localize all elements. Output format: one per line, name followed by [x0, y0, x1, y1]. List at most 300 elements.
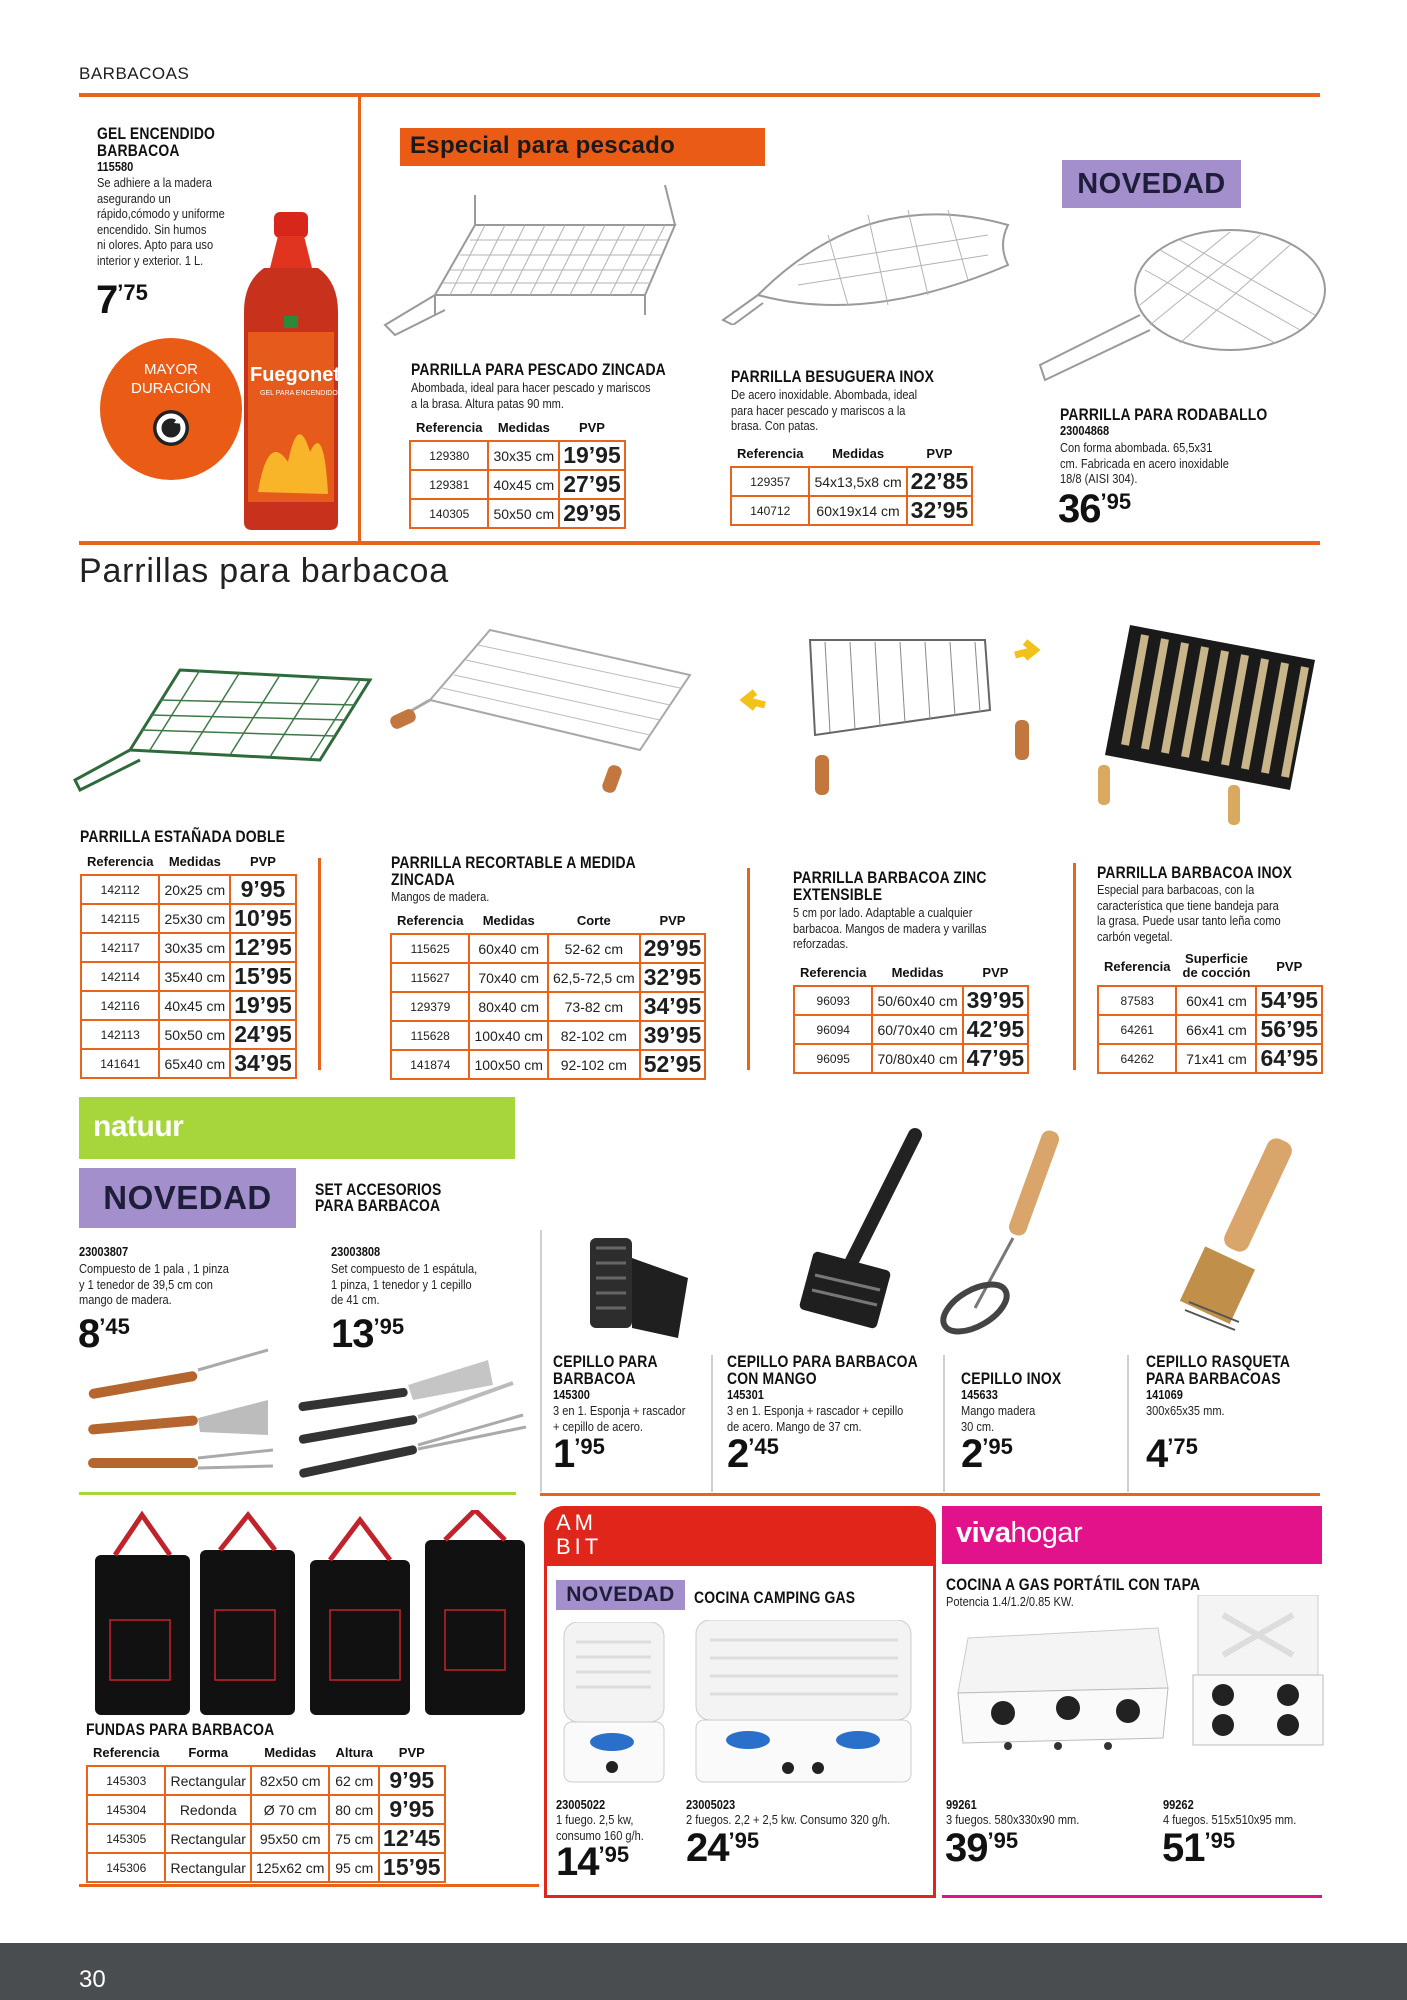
- gel-bottle-image: [238, 212, 344, 532]
- reference-cell: 129357: [731, 467, 809, 496]
- reference-cell: 141641: [81, 1049, 159, 1078]
- price-decimal: ’95: [982, 1434, 1013, 1459]
- reference-cell: 129381: [410, 470, 488, 499]
- price-integer: 2: [727, 1432, 749, 1476]
- table-row: [731, 467, 972, 496]
- description-line: reforzadas.: [793, 936, 849, 951]
- brush-3-ref: 145633: [961, 1387, 998, 1402]
- zinc-title-line-2: EXTENSIBLE: [793, 885, 883, 904]
- description-line: De acero inoxidable. Abombada, ideal: [731, 387, 918, 402]
- grill-zinc-extensible-image: [715, 630, 1060, 805]
- reference-cell: 96094: [794, 1015, 872, 1044]
- brush-1-price: [553, 1432, 605, 1477]
- divider-parrillas-1: [318, 858, 321, 1070]
- table-row: [81, 991, 296, 1020]
- value-cell: 73-82 cm: [548, 992, 640, 1021]
- fundas-bottom-rule: [79, 1884, 539, 1887]
- description-line: para hacer pescado y mariscos a la: [731, 402, 906, 418]
- value-cell: 80 cm: [329, 1795, 379, 1824]
- zinc-description: [793, 905, 986, 952]
- column-header: Referencia: [397, 913, 464, 928]
- column-header: Referencia: [416, 420, 483, 435]
- price-cell: 64’95: [1256, 1044, 1322, 1073]
- reference-cell: 129380: [410, 441, 488, 470]
- ambit-item2-price: 24’95: [686, 1826, 760, 1870]
- description-line: consumo 160 g/h.: [556, 1827, 644, 1843]
- set1-ref: 23003807: [79, 1244, 129, 1259]
- description-line: 5 cm por lado. Adaptable a cualquier: [793, 905, 973, 920]
- value-cell: 60x41 cm: [1176, 986, 1256, 1015]
- table-row: [81, 904, 296, 933]
- brush-2-image: [790, 1125, 930, 1335]
- set-title-line-2: PARA BARBACOA: [315, 1196, 441, 1215]
- price-cell: 34’95: [640, 992, 706, 1021]
- value-cell: 60/70x40 cm: [872, 1015, 962, 1044]
- column-header: Superficie de cocción: [1182, 951, 1251, 980]
- divider-cepillo-0: [540, 1230, 542, 1492]
- divider-cepillo-1: [711, 1355, 713, 1492]
- column-header: Referencia: [87, 854, 154, 869]
- table-row: [794, 1015, 1028, 1044]
- column-header: Referencia: [93, 1745, 160, 1760]
- value-cell: 25x30 cm: [159, 904, 230, 933]
- column-header: PVP: [398, 1745, 425, 1760]
- value-cell: Rectangular: [165, 1824, 251, 1853]
- bottle-subtitle: GEL PARA ENCENDIDO: [260, 390, 338, 397]
- reference-cell: 140305: [410, 499, 488, 528]
- ambit-item2-description: 2 fuegos. 2,2 + 2,5 kw. Consumo 320 g/h.: [686, 1812, 891, 1827]
- description-line: asegurando un: [97, 190, 171, 206]
- reference-cell: 115628: [391, 1021, 469, 1050]
- column-header: PVP: [926, 446, 953, 461]
- description-line: 1 fuego. 2,5 kw,: [556, 1812, 634, 1827]
- set2-description: [331, 1261, 477, 1308]
- column-header: PVP: [578, 420, 605, 435]
- brush-4-description: 300x65x35 mm.: [1146, 1403, 1225, 1418]
- gel-description: [97, 175, 225, 268]
- reference-cell: 115625: [391, 934, 469, 963]
- price-cell: 47’95: [963, 1044, 1029, 1073]
- brush-1-title: BARBACOA: [553, 1369, 636, 1388]
- value-cell: 50x50 cm: [488, 499, 559, 528]
- section-title: BARBACOAS: [79, 64, 190, 83]
- value-cell: 50/60x40 cm: [872, 986, 962, 1015]
- column-header: Medidas: [497, 420, 550, 435]
- table-row: [391, 1021, 705, 1050]
- price-cell: 42’95: [963, 1015, 1029, 1044]
- price-cell: 12’95: [230, 933, 296, 962]
- gas-stove-3-image: [948, 1618, 1178, 1758]
- reference-cell: 96095: [794, 1044, 872, 1073]
- price-cell: 54’95: [1256, 986, 1322, 1015]
- reference-cell: 145303: [87, 1766, 165, 1795]
- brush-1-description: + cepillo de acero.: [553, 1419, 643, 1434]
- divider-cepillo-2: [943, 1355, 945, 1492]
- price-cell: 32’95: [907, 496, 973, 525]
- price-decimal: ’95: [574, 1434, 605, 1459]
- divider-parrillas-2: [747, 868, 750, 1070]
- table-row: [1098, 1044, 1322, 1073]
- viva-item2-description: 4 fuegos. 515x510x95 mm.: [1163, 1812, 1297, 1827]
- estanada-title: PARRILLA ESTAÑADA DOBLE: [80, 827, 286, 846]
- gas-stove-4-image: [1183, 1595, 1328, 1760]
- price-integer: 4: [1146, 1432, 1168, 1476]
- table-row: [81, 875, 296, 904]
- bottle-brand: Fuegonet: [250, 364, 340, 386]
- value-cell: 100x50 cm: [469, 1050, 547, 1079]
- reference-cell: 142114: [81, 962, 159, 991]
- price-cell: 39’95: [963, 986, 1029, 1015]
- novedad-badge-natuur: NOVEDAD: [79, 1168, 296, 1228]
- brush-4-ref: 141069: [1146, 1387, 1183, 1402]
- gel-price: 7’75: [96, 278, 148, 322]
- price-cell: 56’95: [1256, 1015, 1322, 1044]
- table-row: [87, 1824, 445, 1853]
- description-line: Abombada, ideal para hacer pescado y mariscos: [411, 380, 651, 395]
- reference-cell: 142117: [81, 933, 159, 962]
- viva-item1-ref: 99261: [946, 1797, 977, 1812]
- recortable-title-line-2: ZINCADA: [391, 870, 455, 889]
- ambit-header: [544, 1506, 936, 1566]
- brush-3-title: CEPILLO INOX: [961, 1369, 1062, 1388]
- description-line: y 1 tenedor de 39,5 cm con: [79, 1276, 213, 1292]
- vivahogar-bottom-rule: [942, 1895, 1322, 1898]
- value-cell: 62 cm: [329, 1766, 379, 1795]
- price-cell: 19’95: [230, 991, 296, 1020]
- ambit-item2-ref: 23005023: [686, 1797, 736, 1812]
- description-line: encendido. Sin humos: [97, 221, 207, 237]
- brush-4-price: [1146, 1432, 1198, 1477]
- price-cell: 29’95: [559, 499, 625, 528]
- viva-item1-description: 3 fuegos. 580x330x90 mm.: [946, 1812, 1080, 1827]
- viva-item2-price: 51’95: [1162, 1826, 1236, 1870]
- description-line: la grasa. Puede usar tanto leña como: [1097, 913, 1281, 928]
- grill-rodaballo-image: [1030, 215, 1335, 390]
- set2-tools-image: [288, 1345, 533, 1480]
- divider-parrillas-3: [1073, 863, 1076, 1070]
- besuguera-description: [731, 387, 917, 434]
- brush-3-price: [961, 1432, 1013, 1477]
- price-cell: 9’95: [230, 875, 296, 904]
- value-cell: 80x40 cm: [469, 992, 547, 1021]
- besuguera-price-table: [730, 444, 973, 526]
- novedad-badge-rodaballo: NOVEDAD: [1062, 160, 1241, 208]
- value-cell: 125x62 cm: [251, 1853, 329, 1882]
- price-integer: 1: [553, 1432, 575, 1476]
- description-line: 1 pinza, 1 tenedor y 1 cepillo: [331, 1276, 472, 1292]
- brush-1-title: CEPILLO PARA: [553, 1352, 658, 1371]
- table-row: [1098, 1015, 1322, 1044]
- table-row: [81, 1049, 296, 1078]
- table-header-row: [391, 911, 705, 934]
- vivahogar-subtitle: Potencia 1.4/1.2/0.85 KW.: [946, 1594, 1074, 1609]
- brush-1-description: 3 en 1. Esponja + rascador: [553, 1403, 686, 1418]
- column-header: Corte: [576, 913, 611, 928]
- price-cell: 10’95: [230, 904, 296, 933]
- value-cell: 30x35 cm: [488, 441, 559, 470]
- value-cell: 40x45 cm: [159, 991, 230, 1020]
- duration-badge: [100, 338, 242, 480]
- table-header-row: [794, 963, 1028, 986]
- set1-price: 8’45: [78, 1312, 130, 1356]
- gel-ref: 115580: [97, 159, 134, 174]
- gel-title: GEL ENCENDIDO BARBACOA: [97, 124, 216, 160]
- value-cell: 50x50 cm: [159, 1020, 230, 1049]
- header-rule: [79, 93, 1320, 97]
- price-cell: 9’95: [379, 1795, 445, 1824]
- natuur-logo: natuur: [93, 1110, 184, 1143]
- value-cell: 65x40 cm: [159, 1049, 230, 1078]
- value-cell: 70/80x40 cm: [872, 1044, 962, 1073]
- brush-2-ref: 145301: [727, 1387, 764, 1402]
- price-decimal: ’75: [1167, 1434, 1198, 1459]
- brush-2-title: CON MANGO: [727, 1369, 817, 1388]
- grill-recortable-image: [390, 620, 700, 795]
- column-header: PVP: [659, 913, 686, 928]
- reference-cell: 142112: [81, 875, 159, 904]
- description-line: Compuesto de 1 pala , 1 pinza: [79, 1261, 229, 1276]
- table-row: [391, 1050, 705, 1079]
- value-cell: Rectangular: [165, 1766, 251, 1795]
- clock-icon: [149, 406, 193, 450]
- set2-ref: 23003808: [331, 1244, 381, 1259]
- inox-description: [1097, 882, 1281, 944]
- reference-cell: 145304: [87, 1795, 165, 1824]
- table-row: [731, 496, 972, 525]
- reference-cell: 115627: [391, 963, 469, 992]
- column-header: Medidas: [264, 1745, 317, 1760]
- value-cell: 66x41 cm: [1176, 1015, 1256, 1044]
- description-line: rápido,cómodo y uniforme: [97, 206, 225, 221]
- reference-cell: 141874: [391, 1050, 469, 1079]
- column-header: Referencia: [1104, 958, 1171, 974]
- brush-1-ref: 145300: [553, 1387, 590, 1402]
- column-header: Altura: [335, 1745, 374, 1760]
- value-cell: Ø 70 cm: [251, 1795, 329, 1824]
- reference-cell: 142115: [81, 904, 159, 933]
- rodaballo-title: PARRILLA PARA RODABALLO: [1060, 405, 1268, 424]
- table-row: [410, 441, 625, 470]
- brush-4-title: PARA BARBACOAS: [1146, 1369, 1281, 1388]
- table-row: [794, 1044, 1028, 1073]
- price-decimal: ’45: [748, 1434, 779, 1459]
- description-line: carbón vegetal.: [1097, 928, 1173, 944]
- value-cell: 35x40 cm: [159, 962, 230, 991]
- price-cell: 24’95: [230, 1020, 296, 1049]
- ambit-logo-line-2: BIT: [556, 1534, 603, 1559]
- description-line: cm. Fabricada en acero inoxidable: [1060, 455, 1229, 471]
- reference-cell: 145305: [87, 1824, 165, 1853]
- zincada-description: [411, 380, 651, 411]
- brush-2-description: 3 en 1. Esponja + rascador + cepillo: [727, 1403, 904, 1418]
- value-cell: 100x40 cm: [469, 1021, 547, 1050]
- value-cell: 82x50 cm: [251, 1766, 329, 1795]
- badge-line-2: DURACIÓN: [130, 380, 211, 397]
- value-cell: 60x19x14 cm: [809, 496, 906, 525]
- price-cell: 15’95: [379, 1853, 445, 1882]
- price-cell: 15’95: [230, 962, 296, 991]
- description-line: a la brasa. Altura patas 90 mm.: [411, 395, 564, 411]
- table-row: [87, 1766, 445, 1795]
- description-line: barbacoa. Mangos de madera y varillas: [793, 920, 987, 936]
- reference-cell: 142113: [81, 1020, 159, 1049]
- reference-cell: 96093: [794, 986, 872, 1015]
- value-cell: 71x41 cm: [1176, 1044, 1256, 1073]
- description-line: mango de madera.: [79, 1292, 172, 1307]
- column-header: PVP: [249, 854, 276, 869]
- column-header: Referencia: [737, 446, 804, 461]
- price-cell: 29’95: [640, 934, 706, 963]
- rodaballo-ref: 23004868: [1060, 423, 1110, 438]
- ambit-item1-ref: 23005022: [556, 1797, 606, 1812]
- pescado-banner: Especial para pescado: [400, 128, 765, 166]
- brush-3-description: 30 cm.: [961, 1419, 995, 1434]
- zinc-title-line-1: PARRILLA BARBACOA ZINC: [793, 868, 987, 887]
- reference-cell: 129379: [391, 992, 469, 1021]
- grill-estanada-image: [70, 640, 380, 800]
- table-header-row: [81, 852, 296, 875]
- table-row: [410, 470, 625, 499]
- description-line: brasa. Con patas.: [731, 418, 819, 433]
- ambit-item1-price: 14’95: [556, 1840, 630, 1884]
- description-line: de 41 cm.: [331, 1292, 380, 1307]
- price-cell: 9’95: [379, 1766, 445, 1795]
- brush-2-title: CEPILLO PARA BARBACOA: [727, 1352, 918, 1371]
- description-line: Set compuesto de 1 espátula,: [331, 1261, 478, 1276]
- grill-besuguera-image: [718, 185, 1028, 325]
- set2-price: 13’95: [331, 1312, 405, 1356]
- table-header-row: [87, 1743, 445, 1766]
- price-integer: 2: [961, 1432, 983, 1476]
- description-line: característica que tiene bandeja para: [1097, 897, 1279, 913]
- value-cell: 70x40 cm: [469, 963, 547, 992]
- zincada-price-table: [409, 418, 626, 529]
- table-row: [87, 1853, 445, 1882]
- brush-3-description: Mango madera: [961, 1403, 1036, 1418]
- set1-description: [79, 1261, 229, 1308]
- covers-image: [90, 1510, 530, 1720]
- description-line: interior y exterior. 1 L.: [97, 252, 204, 268]
- recortable-price-table: [390, 911, 706, 1080]
- table-row: [81, 1020, 296, 1049]
- pescado-bottom-rule: [79, 541, 1320, 545]
- brush-4-image: [1165, 1125, 1325, 1345]
- value-cell: 62,5-72,5 cm: [548, 963, 640, 992]
- footer-bar: [0, 1943, 1407, 2000]
- value-cell: 54x13,5x8 cm: [809, 467, 906, 496]
- value-cell: 20x25 cm: [159, 875, 230, 904]
- set1-tools-image: [78, 1340, 278, 1480]
- natuur-bottom-rule-left: [79, 1492, 516, 1495]
- column-header: Forma: [188, 1745, 229, 1760]
- description-line: Con forma abombada. 65,5x31: [1060, 440, 1213, 455]
- recortable-title-line-1: PARRILLA RECORTABLE A MEDIDA: [391, 853, 636, 872]
- brush-3-image: [935, 1118, 1100, 1338]
- recortable-description: Mangos de madera.: [391, 889, 490, 904]
- value-cell: 75 cm: [329, 1824, 379, 1853]
- table-row: [410, 499, 625, 528]
- viva-item2-ref: 99262: [1163, 1797, 1194, 1812]
- divider-gel: [358, 97, 361, 545]
- reference-cell: 140712: [731, 496, 809, 525]
- viva-item1-price: 39’95: [945, 1826, 1019, 1870]
- table-row: [391, 934, 705, 963]
- page-number: 30: [79, 1966, 106, 1993]
- fundas-price-table: [86, 1743, 446, 1883]
- set-title-line-1: SET ACCESORIOS: [315, 1180, 442, 1199]
- brush-1-image: [578, 1218, 718, 1348]
- price-cell: 52’95: [640, 1050, 706, 1079]
- description-line: ni olores. Apto para uso: [97, 237, 214, 252]
- inox-price-table: [1097, 950, 1323, 1074]
- brush-2-description: de acero. Mango de 37 cm.: [727, 1419, 862, 1434]
- estanada-price-table: [80, 852, 297, 1079]
- reference-cell: 145306: [87, 1853, 165, 1882]
- value-cell: 92-102 cm: [548, 1050, 640, 1079]
- table-row: [391, 992, 705, 1021]
- vivahogar-logo: vivahogar: [956, 1517, 1083, 1549]
- value-cell: 95x50 cm: [251, 1824, 329, 1853]
- brush-4-title: CEPILLO RASQUETA: [1146, 1352, 1291, 1371]
- ambit-item1-description: [556, 1812, 644, 1843]
- inox-title: PARRILLA BARBACOA INOX: [1097, 863, 1293, 882]
- price-cell: 19’95: [559, 441, 625, 470]
- column-header: Medidas: [482, 913, 535, 928]
- natuur-bottom-rule-right: [540, 1493, 1320, 1496]
- table-row: [87, 1795, 445, 1824]
- badge-line-1: MAYOR: [144, 361, 198, 378]
- price-cell: 22’85: [907, 467, 973, 496]
- description-line: Especial para barbacoas, con la: [1097, 882, 1255, 897]
- table-row: [81, 933, 296, 962]
- ambit-title: COCINA CAMPING GAS: [694, 1588, 856, 1607]
- value-cell: 60x40 cm: [469, 934, 547, 963]
- value-cell: Rectangular: [165, 1853, 251, 1882]
- column-header: Medidas: [891, 965, 944, 980]
- price-cell: 39’95: [640, 1021, 706, 1050]
- price-cell: 34’95: [230, 1049, 296, 1078]
- column-header: PVP: [1276, 958, 1303, 974]
- column-header: Referencia: [800, 965, 867, 980]
- besuguera-title: PARRILLA BESUGUERA INOX: [731, 367, 935, 386]
- zinc-price-table: [793, 963, 1029, 1074]
- rodaballo-description: [1060, 440, 1229, 487]
- parrillas-heading: Parrillas para barbacoa: [79, 552, 449, 590]
- column-header: Medidas: [168, 854, 221, 869]
- table-row: [81, 962, 296, 991]
- table-header-row: [410, 418, 625, 441]
- table-row: [1098, 986, 1322, 1015]
- zincada-title: PARRILLA PARA PESCADO ZINCADA: [411, 360, 666, 379]
- reference-cell: 87583: [1098, 986, 1176, 1015]
- column-header: PVP: [982, 965, 1009, 980]
- value-cell: 95 cm: [329, 1853, 379, 1882]
- camping-stove-1-image: [556, 1622, 670, 1787]
- value-cell: Redonda: [165, 1795, 251, 1824]
- price-cell: 32’95: [640, 963, 706, 992]
- price-cell: 12’45: [379, 1824, 445, 1853]
- table-row: [794, 986, 1028, 1015]
- camping-stove-2-image: [688, 1620, 918, 1787]
- grill-inox-image: [1090, 615, 1320, 830]
- table-header-row: [731, 444, 972, 467]
- reference-cell: 64261: [1098, 1015, 1176, 1044]
- value-cell: 30x35 cm: [159, 933, 230, 962]
- column-header: Medidas: [832, 446, 885, 461]
- novedad-badge-ambit: NOVEDAD: [556, 1580, 685, 1610]
- vivahogar-title: COCINA A GAS PORTÁTIL CON TAPA: [946, 1575, 1201, 1594]
- brush-2-price: [727, 1432, 779, 1477]
